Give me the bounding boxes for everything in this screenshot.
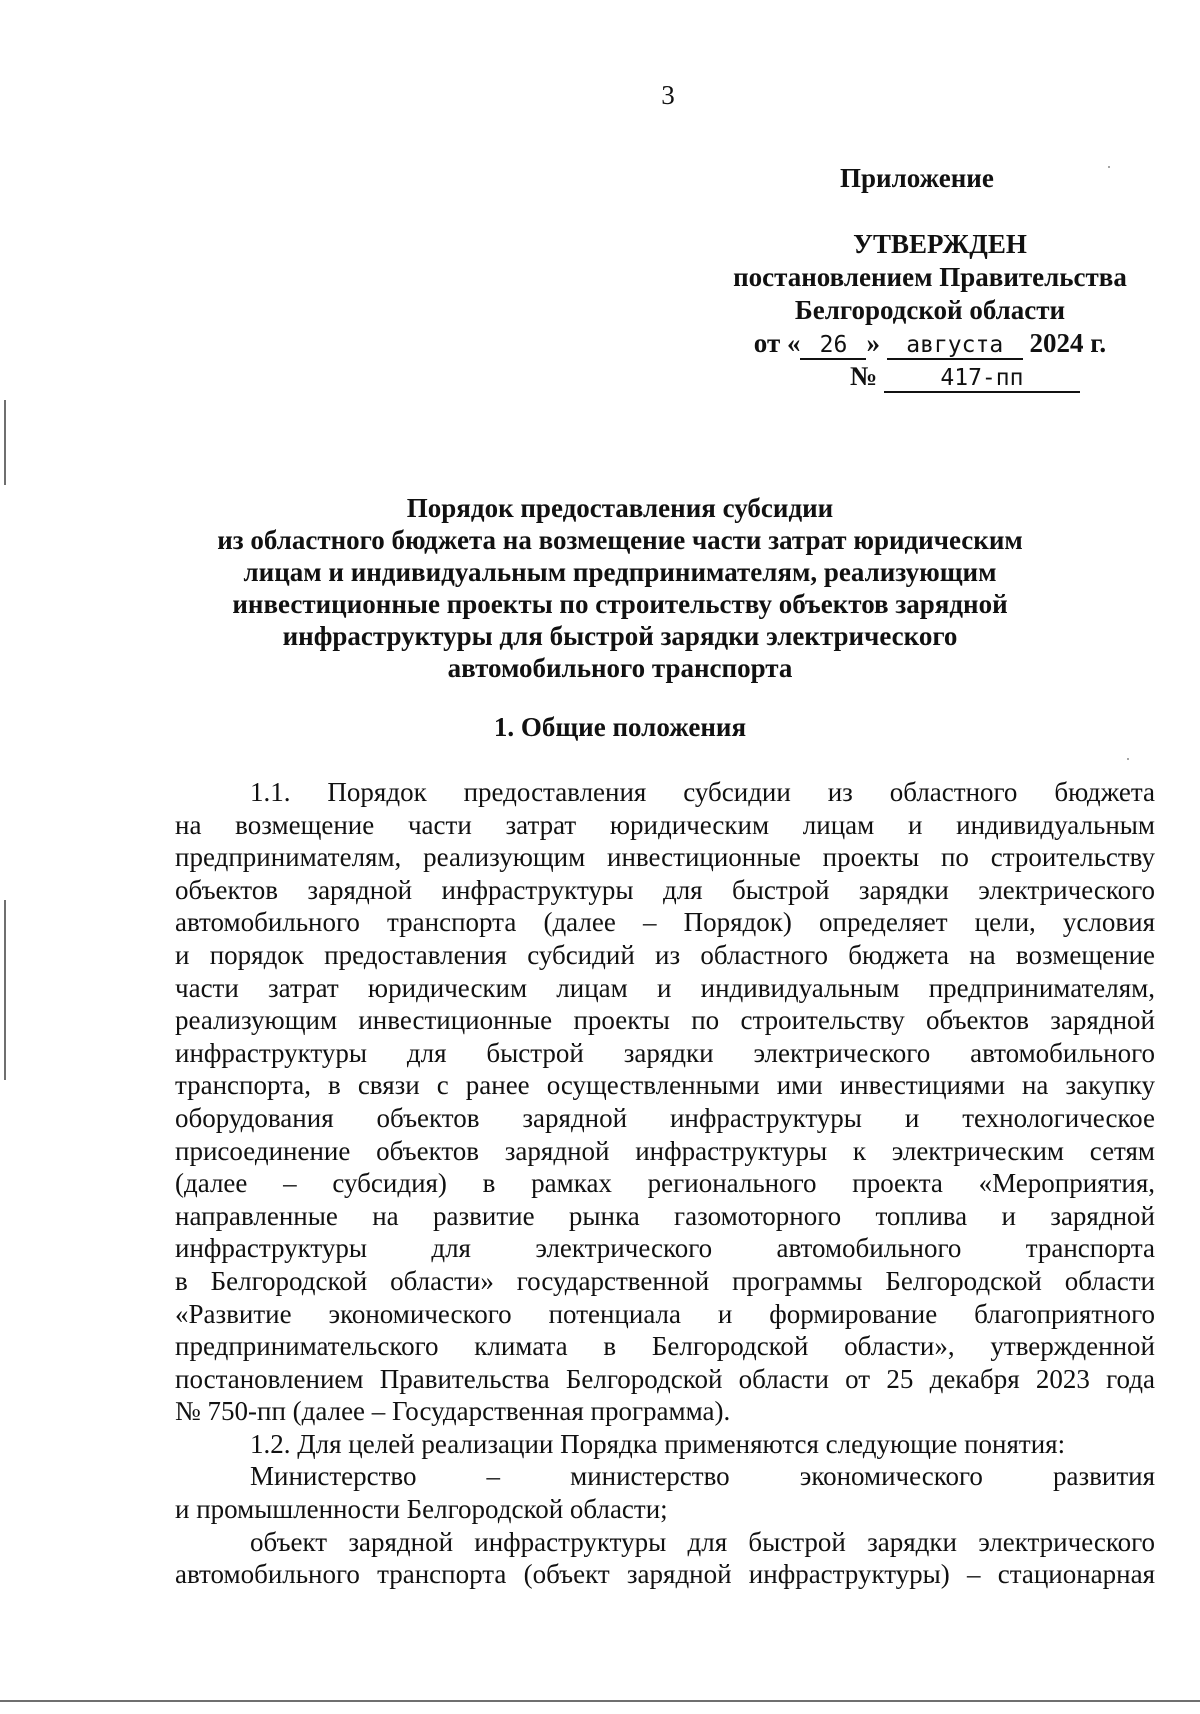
scan-speck xyxy=(1127,758,1129,760)
body-line: транспорта, в связи с ранее осуществленными ими инвестициями на закупку xyxy=(175,1070,1155,1101)
body-text xyxy=(175,776,1155,1591)
section-heading: 1. Общие положения xyxy=(493,712,747,742)
body-line: 1.2. Для целей реализации Порядка применяются следующие понятия: xyxy=(250,1428,1066,1459)
body-line: предпринимателям, реализующим инвестиционные проекты по строительству xyxy=(175,842,1155,873)
date-year: 2024 г. xyxy=(1029,328,1107,358)
body-line: инфраструктуры для электрического автомобильного транспорта xyxy=(175,1233,1155,1264)
scan-edge-left-lower xyxy=(4,900,6,1080)
title-line: инфраструктуры для быстрой зарядки электрического xyxy=(282,621,958,651)
approval-number xyxy=(700,360,1160,393)
body-line: направленные на развитие рынка газомоторного топлива и зарядной xyxy=(175,1200,1155,1231)
approval-date xyxy=(700,327,1160,360)
body-line: 1.1. Порядок предоставления субсидии из областного бюджета xyxy=(250,777,1155,807)
region-label: Белгородской области xyxy=(794,295,1066,325)
approval-block xyxy=(700,162,1160,393)
body-line: постановлением Правительства Белгородской области от 25 декабря 2023 года xyxy=(175,1363,1155,1394)
body-line: присоединение объектов зарядной инфраструктуры к электрическим сетям xyxy=(175,1135,1155,1166)
body-line: автомобильного транспорта (далее – Порядок) определяет цели, условия xyxy=(175,907,1155,938)
body-line: и промышленности Белгородской области; xyxy=(175,1494,668,1525)
date-mid: » xyxy=(866,328,880,358)
scan-edge-bottom xyxy=(0,1700,1200,1702)
body-line: «Развитие экономического потенциала и формирование благоприятного xyxy=(175,1298,1155,1329)
scan-edge-left xyxy=(4,400,6,485)
body-line: на возмещение части затрат юридическим лицам и индивидуальным xyxy=(175,809,1155,840)
body-line: Министерство – министерство экономического развития xyxy=(250,1461,1155,1492)
body-line: предпринимательского климата в Белгородской области», утвержденной xyxy=(175,1331,1155,1362)
body-line: объект зарядной инфраструктуры для быстрой зарядки электрического xyxy=(250,1526,1155,1557)
title-line: лицам и индивидуальным предпринимателям, реализующим xyxy=(243,557,997,587)
date-prefix: от « xyxy=(753,328,801,358)
title-line: инвестиционные проекты по строительству объектов зарядной xyxy=(232,589,1008,619)
date-day: 26 xyxy=(800,332,866,360)
body-line: № 750-пп (далее – Государственная программа). xyxy=(175,1396,731,1427)
body-line: инфраструктуры для быстрой зарядки электрического автомобильного xyxy=(175,1037,1155,1068)
body-line: реализующим инвестиционные проекты по строительству объектов зарядной xyxy=(175,1005,1155,1036)
body-line: (далее – субсидия) в рамках регионального проекта «Мероприятия, xyxy=(175,1168,1155,1199)
appendix-label: Приложение xyxy=(840,163,994,193)
body-line: объектов зарядной инфраструктуры для быстрой зарядки электрического xyxy=(175,874,1155,905)
resolution-label: постановлением Правительства xyxy=(733,262,1127,292)
page-number: 3 xyxy=(661,80,675,110)
date-month: августа xyxy=(887,332,1023,360)
body-line: оборудования объектов зарядной инфраструктуры и технологическое xyxy=(175,1102,1155,1133)
body-line: автомобильного транспорта (объект зарядной инфраструктуры) – стационарная xyxy=(175,1559,1155,1590)
body-line: и порядок предоставления субсидий из областного бюджета на возмещение xyxy=(175,939,1155,970)
document-title xyxy=(175,492,1065,684)
number-value: 417-пп xyxy=(884,365,1080,393)
number-prefix: № xyxy=(850,361,878,391)
body-line: в Белгородской области» государственной программы Белгородской области xyxy=(175,1265,1155,1296)
approved-label: УТВЕРЖДЕН xyxy=(853,229,1027,259)
title-line: автомобильного транспорта xyxy=(447,653,793,683)
body-line: части затрат юридическим лицам и индивидуальным предпринимателям, xyxy=(175,972,1155,1003)
title-line: Порядок предоставления субсидии xyxy=(406,493,834,523)
title-line: из областного бюджета на возмещение части затрат юридическим xyxy=(217,525,1023,555)
